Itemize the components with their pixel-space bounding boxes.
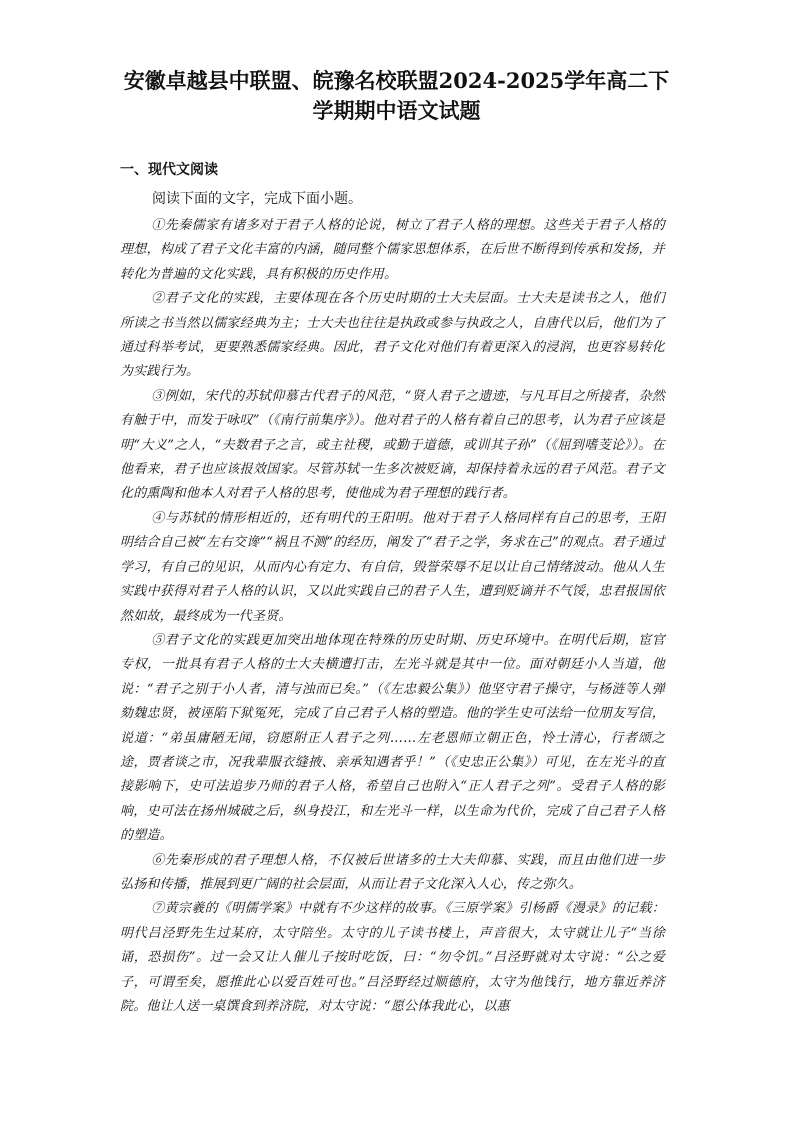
paragraph-6: ⑥先秦形成的君子理想人格，不仅被后世诸多的士大夫仰慕、实践，而且由他们进一步弘扬和传播，推展到更广阔的社会层面，从而让君子文化深入人心，传之弥久。 (120, 852, 665, 892)
passage-body (120, 214, 665, 1019)
reading-instruction: 阅读下面的文字，完成下面小题。 (152, 191, 362, 207)
title-line-1: 安徽卓越县中联盟、皖豫名校联盟2024-2025学年高二下 (123, 68, 670, 93)
section-heading: 一、现代文阅读 (120, 162, 218, 178)
paragraph-1: ①先秦儒家有诸多对于君子人格的论说，树立了君子人格的理想。这些关于君子人格的理想，构成了君子文化丰富的内涵，随同整个儒家思想体系，在后世不断得到传承和发扬，并转化为普遍的文化实践，具有积极的历史作用。 (120, 218, 665, 282)
paragraph-5: ⑤君子文化的实践更加突出地体现在特殊的历史时期、历史环境中。在明代后期，宦官专权，一批具有君子人格的士大夫横遭打击，左光斗就是其中一位。面对朝廷小人当道，他说：“君子之别于小人者，清与浊而已矣。”（《左忠毅公集》）他坚守君子操守，与杨涟等人弹劾魏忠贤，被诬陷下狱冤死，完成了自己君子人格的塑造。他的学生史可法给一位朋友写信，说道：“弟虽庸陋无闻，窃愿附正人君子之列……左老恩师立朝正色，怜士清心，行者颂之途，贾者谈之市，况我辈服衣缝掖、亲承知遇者乎！”（《史忠正公集》）可见，在左光斗的直接影响下，史可法追步乃师的君子人格，希望自己也附入“正人君子之列”。受君子人格的影响，史可法在扬州城破之后，纵身投江，和左光斗一样，以生命为代价，完成了自己君子人格的塑造。 (120, 632, 665, 844)
document-title (100, 66, 693, 126)
paragraph-7: ⑦黄宗羲的《明儒学案》中就有不少这样的故事。《三原学案》引杨爵《漫录》的记载：明代吕泾野先生过某府，太守陪坐。太守的儿子读书楼上，声音很大，太守就让儿子“当徐诵，恐损伤”。过一会又让人催儿子按时吃饭，曰：“勿令饥。”吕泾野就对太守说：“公之爱子，可谓至矣，愿推此心以爱百姓可也。”吕泾野经过顺德府，太守为他饯行，地方靠近养济院。他让人送一桌馔食到养济院，对太守说：“愿公体我此心，以惠 (120, 901, 665, 1014)
paragraph-4: ④与苏轼的情形相近的，还有明代的王阳明。他对于君子人格同样有自己的思考，王阳明结合自己被“左右交谗”“祸且不测”的经历，阐发了“君子之学，务求在己”的观点。君子通过学习，有自己的见识，从而内心有定力、有自信，毁誉荣辱不足以让自己情绪波动。他从人生实践中获得对君子人格的认识，又以此实践自己的君子人生，遭到贬谪并不气馁，忠君报国依然如故，最终成为一代圣贤。 (120, 510, 665, 624)
paragraph-2: ②君子文化的实践，主要体现在各个历史时期的士大夫层面。士大夫是读书之人，他们所读之书当然以儒家经典为主；士大夫也往往是执政或参与执政之人，自唐代以后，他们为了通过科举考试，更要熟悉儒家经典。因此，君子文化对他们有着更深入的浸润，也更容易转化为实践行为。 (120, 291, 665, 380)
paragraph-3: ③例如，宋代的苏轼仰慕古代君子的风范，“贤人君子之遗迹，与凡耳目之所接者，杂然有触于中，而发于咏叹”（《南行前集序》）。他对君子的人格有着自己的思考，认为君子应该是明“大义”之人，“夫数君子之言，或主社稷，或勤于道德，或训其子孙”（《屈到嗜芰论》）。在他看来，君子也应该报效国家。尽管苏轼一生多次被贬谪，却保持着永远的君子风范。君子文化的熏陶和他本人对君子人格的思考，使他成为君子理想的践行者。 (120, 388, 665, 502)
title-line-2: 学期期中语文试题 (312, 98, 481, 123)
